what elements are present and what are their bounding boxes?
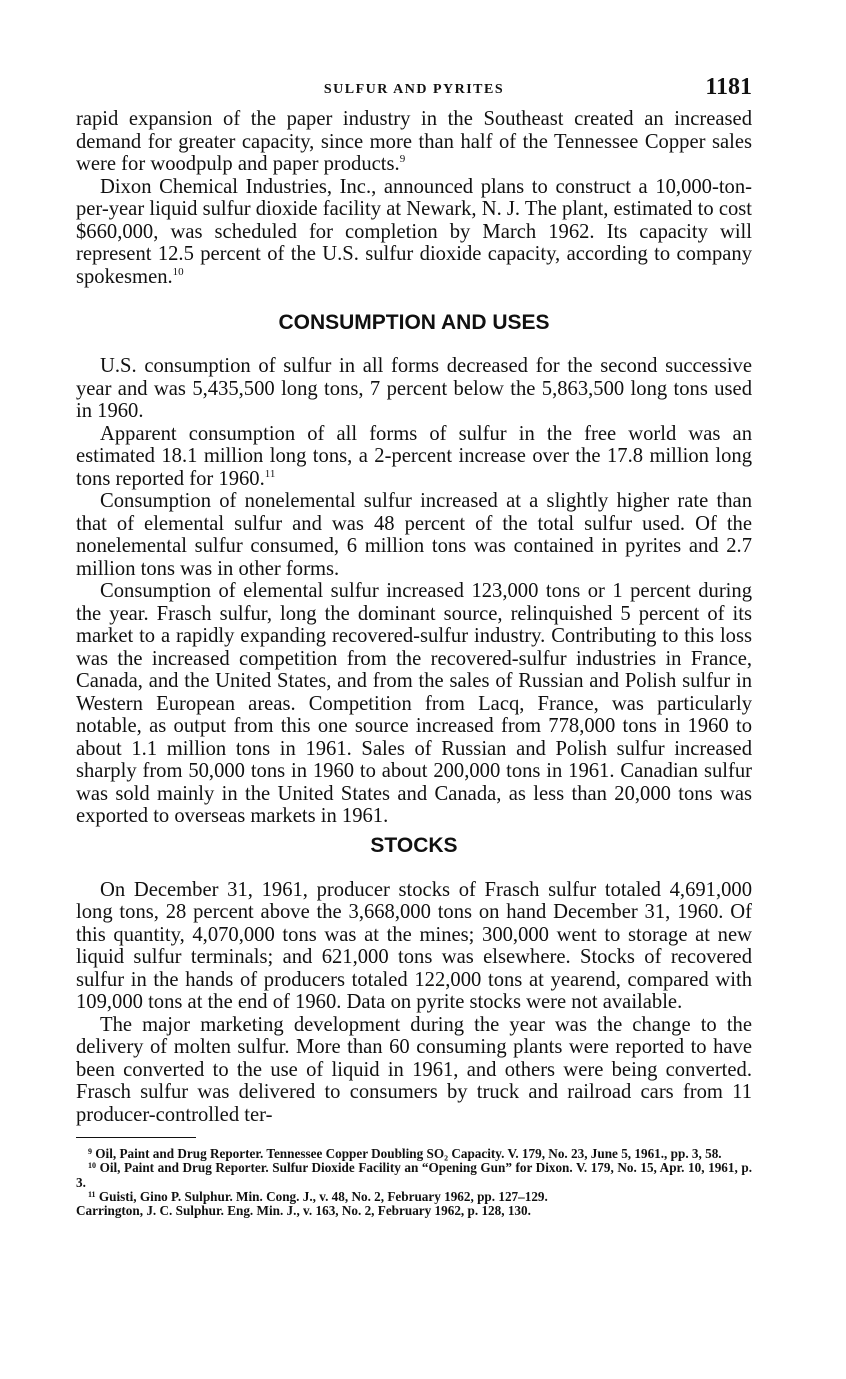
footnote-ref: 9 bbox=[399, 153, 406, 165]
paragraph: The major marketing development during the year was the change to the delivery of molten sulfur. More than 60 consuming plants were reported to have been converted to the use of liquid in 1961, and others were being converted. Frasch sulfur was delivered to consumers by truck and railroad cars from 11 producer-controlled ter- bbox=[76, 1013, 752, 1126]
footnote-ref: 11 bbox=[264, 467, 276, 480]
footnote-ref: 10 bbox=[172, 265, 184, 278]
footnote bbox=[76, 1161, 752, 1190]
paragraph: Consumption of nonelemental sulfur increased at a slightly higher rate than that of elemental sulfur and was 48 percent of the total sulfur used. Of the nonelemental sulfur consumed, 6 million tons was contained in pyrites and 2.7 million tons was in other forms. bbox=[76, 490, 752, 580]
footnote bbox=[76, 1147, 752, 1161]
footnote-text: Guisti, Gino P. Sulphur. Min. Cong. J., v. 48, No. 2, February 1962, pp. 127–129. bbox=[98, 1188, 548, 1204]
footnote-text: Carrington, J. C. Sulphur. Eng. Min. J., v. 163, No. 2, February 1962, p. 128, 130. bbox=[76, 1203, 531, 1219]
footnote-text: Oil, Paint and Drug Reporter. Tennessee Copper Doubling SO₂ Capacity. V. 179, No. 23, June 5, 1961., pp. 3, 58. bbox=[95, 1146, 722, 1161]
page bbox=[76, 74, 752, 1218]
paragraph: Consumption of elemental sulfur increased 123,000 tons or 1 percent during the year. Frasch sulfur, long the dominant source, relinquished 5 percent of its market to a rapidly expanding recovered-sulfur industry. Contributing to this loss was the increased competition from the recovered-sulfur industries in France, Canada, and the United States, and from the sales of Russian and Polish sulfur in Western European areas. Competition from Lacq, France, was particularly notable, as output from this one source increased from 778,000 tons in 1960 to about 1.1 million tons in 1961. Sales of Russian and Polish sulfur increased sharply from 50,000 tons in 1960 to about 200,000 tons in 1961. Canadian sulfur was sold mainly in the United States and Canada, as less than 20,000 tons was exported to overseas markets in 1961. bbox=[76, 580, 752, 827]
running-head bbox=[76, 74, 752, 108]
intro-section bbox=[76, 108, 752, 288]
footnote-number: 9 bbox=[88, 1147, 92, 1156]
stocks-section bbox=[76, 879, 752, 1127]
paragraph: U.S. consumption of sulfur in all forms decreased for the second successive year and was 5,435,500 long tons, 7 percent below the 5,863,500 long tons used in 1960. bbox=[76, 355, 752, 422]
footnote-number: 11 bbox=[88, 1189, 96, 1199]
page-number: 1181 bbox=[705, 74, 752, 100]
section-heading-consumption: CONSUMPTION AND USES bbox=[278, 311, 550, 334]
footnote-number: 10 bbox=[88, 1161, 96, 1171]
running-title: SULFUR AND PYRITES bbox=[323, 82, 505, 97]
paragraph bbox=[76, 108, 752, 176]
footnotes bbox=[76, 1147, 752, 1218]
footnote-divider bbox=[76, 1137, 196, 1138]
section-heading-stocks: STOCKS bbox=[370, 833, 458, 857]
consumption-section bbox=[76, 355, 752, 828]
paragraph-text: rapid expansion of the paper industry in the Southeast created an increased demand for greater capacity, since more than half of the Tennessee Copper sales were for woodpulp and paper products. bbox=[76, 108, 752, 175]
footnote bbox=[76, 1204, 752, 1218]
paragraph-text: Apparent consumption of all forms of sulfur in the free world was an estimated 18.1 million long tons, a 2-percent increase over the 17.8 million long tons reported for 1960. bbox=[76, 422, 752, 490]
footnote bbox=[76, 1190, 752, 1204]
paragraph bbox=[76, 176, 752, 289]
footnote-text: Oil, Paint and Drug Reporter. Sulfur Dioxide Facility an “Opening Gun” for Dixon. V. 179, No. 15, Apr. 10, 1961, p. 3. bbox=[76, 1160, 752, 1190]
paragraph bbox=[76, 423, 752, 491]
paragraph: On December 31, 1961, producer stocks of Frasch sulfur totaled 4,691,000 long tons, 28 percent above the 3,668,000 tons on hand December 31, 1960. Of this quantity, 4,070,000 tons was at the mines; 300,000 went to storage at new liquid sulfur terminals; and 621,000 tons was elsewhere. Stocks of recovered sulfur in the hands of producers totaled 122,000 tons at yearend, compared with 109,000 tons at the end of 1960. Data on pyrite stocks were not available. bbox=[76, 878, 752, 1013]
paragraph-text: Dixon Chemical Industries, Inc., announced plans to construct a 10,000-ton-per-year liquid sulfur dioxide facility at Newark, N. J. The plant, estimated to cost $660,000, was scheduled for completion by March 1962. Its capacity will represent 12.5 percent of the U.S. sulfur dioxide capacity, according to company spokesmen. bbox=[76, 175, 752, 288]
